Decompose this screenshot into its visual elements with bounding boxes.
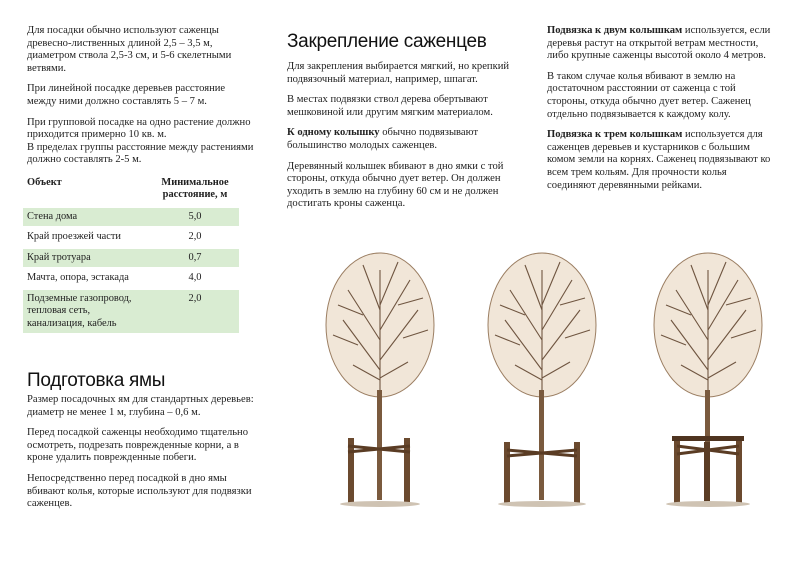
table-header-object: Объект (27, 176, 62, 188)
table-row (23, 269, 239, 288)
one-stake-text: обычно подвязывают большинство молодых саженцев. (287, 127, 479, 151)
table-row (23, 208, 239, 227)
table-cell-value: 0,7 (151, 249, 239, 268)
pit-paragraph-2: Перед посадкой саженцы необходимо тщательно осмотреть, подрезать поврежденные корни, а в кроне удалить поврежденные побеги. (27, 427, 249, 464)
two-stakes-paragraph (547, 25, 775, 63)
table-cell-value: 2,0 (151, 290, 239, 334)
tree-trunk (539, 390, 544, 500)
table-row (23, 228, 239, 247)
table-cell-object: Стена дома (23, 208, 151, 227)
planting-paragraph-2: При линейной посадке деревьев расстояние между ними должно составлять 5 – 7 м. (27, 83, 226, 107)
planting-paragraph-3 (27, 117, 255, 167)
staking-section-title: Закрепление саженцев (287, 31, 487, 52)
planting-paragraph-1: Для посадки обычно используют саженцы древесно-лиственных длиной 2,5 – 3,5 м, диаметром ствола 2,5-3 см, и 5-6 скелетными ветвями. (27, 25, 232, 74)
three-stakes-heading: Подвязка к трем колышкам (547, 129, 683, 141)
table-row (23, 249, 239, 268)
table-header-distance: Минимальное расстояние, м (161, 176, 229, 201)
table-cell-object: Подземные газопровод, тепловая сеть, канализация, кабель (23, 290, 151, 334)
two-stakes-text: используется, если деревья растут на открытой ветрам местности, либо крупные саженцы высотой около 4 метров. (547, 25, 771, 62)
tree-trunk (377, 390, 382, 500)
pit-section-title: Подготовка ямы (27, 370, 166, 391)
tree-crown (326, 253, 434, 400)
table-cell-value: 5,0 (151, 208, 239, 227)
tree-crown (654, 253, 762, 400)
three-stakes-text: используется для саженцев деревьев и кустарников с большим комом земли на корнях. Саженец подвязывают ко всем трем кольям. Для прочности колья соединяют деревянными рейками. (547, 129, 771, 191)
one-stake-heading: К одному колышку (287, 127, 380, 139)
table-cell-object: Край проезжей части (23, 228, 151, 247)
stake-icon (672, 436, 744, 504)
one-stake-paragraph (287, 127, 522, 152)
table-cell-value: 4,0 (151, 269, 239, 288)
tree-one-stake-illustration (318, 250, 442, 510)
three-stakes-paragraph (547, 129, 775, 192)
two-stakes-heading: Подвязка к двум колышкам (547, 25, 683, 36)
table-cell-value: 2,0 (151, 228, 239, 247)
staking-paragraph-4: Деревянный колышек вбивают в дно ямки с той стороны, откуда обычно дует ветер. Он должен уходить в землю на глубину 60 см и не должен достигать кроны саженца. (287, 160, 504, 210)
middle-column (287, 31, 522, 219)
tree-two-stakes-illustration (480, 250, 604, 510)
distance-table (23, 173, 239, 336)
two-stakes-paragraph-2: В таком случае колья вбивают в землю на достаточном расстоянии от саженца с той стороны, откуда обычно дует ветер. Саженец отдельно подвязывается к каждому колу. (547, 70, 751, 120)
table-row (23, 290, 239, 334)
table-cell-object: Край тротуара (23, 249, 151, 268)
pit-paragraph-1: Размер посадочных ям для стандартных деревьев: диаметр не менее 1 м, глубина – 0,6 м. (27, 394, 254, 418)
table-cell-object: Мачта, опора, эстакада (23, 269, 151, 288)
tree-three-stakes-illustration (646, 250, 770, 510)
right-column (547, 25, 775, 200)
group-distance-text: В пределах группы расстояние между растениями должно составлять 2-5 м. (27, 141, 254, 166)
staking-paragraph-1: Для закрепления выбирается мягкий, но крепкий подвязочный материал, например, шпагат. (287, 61, 510, 85)
staking-paragraph-2: В местах подвязки ствол дерева обертывают мешковиной или другим мягким материалом. (287, 94, 493, 118)
left-column (27, 25, 255, 335)
pit-paragraph-3: Непосредственно перед посадкой в дно ямы вбивают колья, которые используют для подвязки саженцев. (27, 472, 252, 510)
group-planting-text: При групповой посадке на одно растение должно приходится примерно 10 кв. м. (27, 116, 251, 141)
tree-crown (488, 253, 596, 400)
pit-section (27, 370, 255, 519)
